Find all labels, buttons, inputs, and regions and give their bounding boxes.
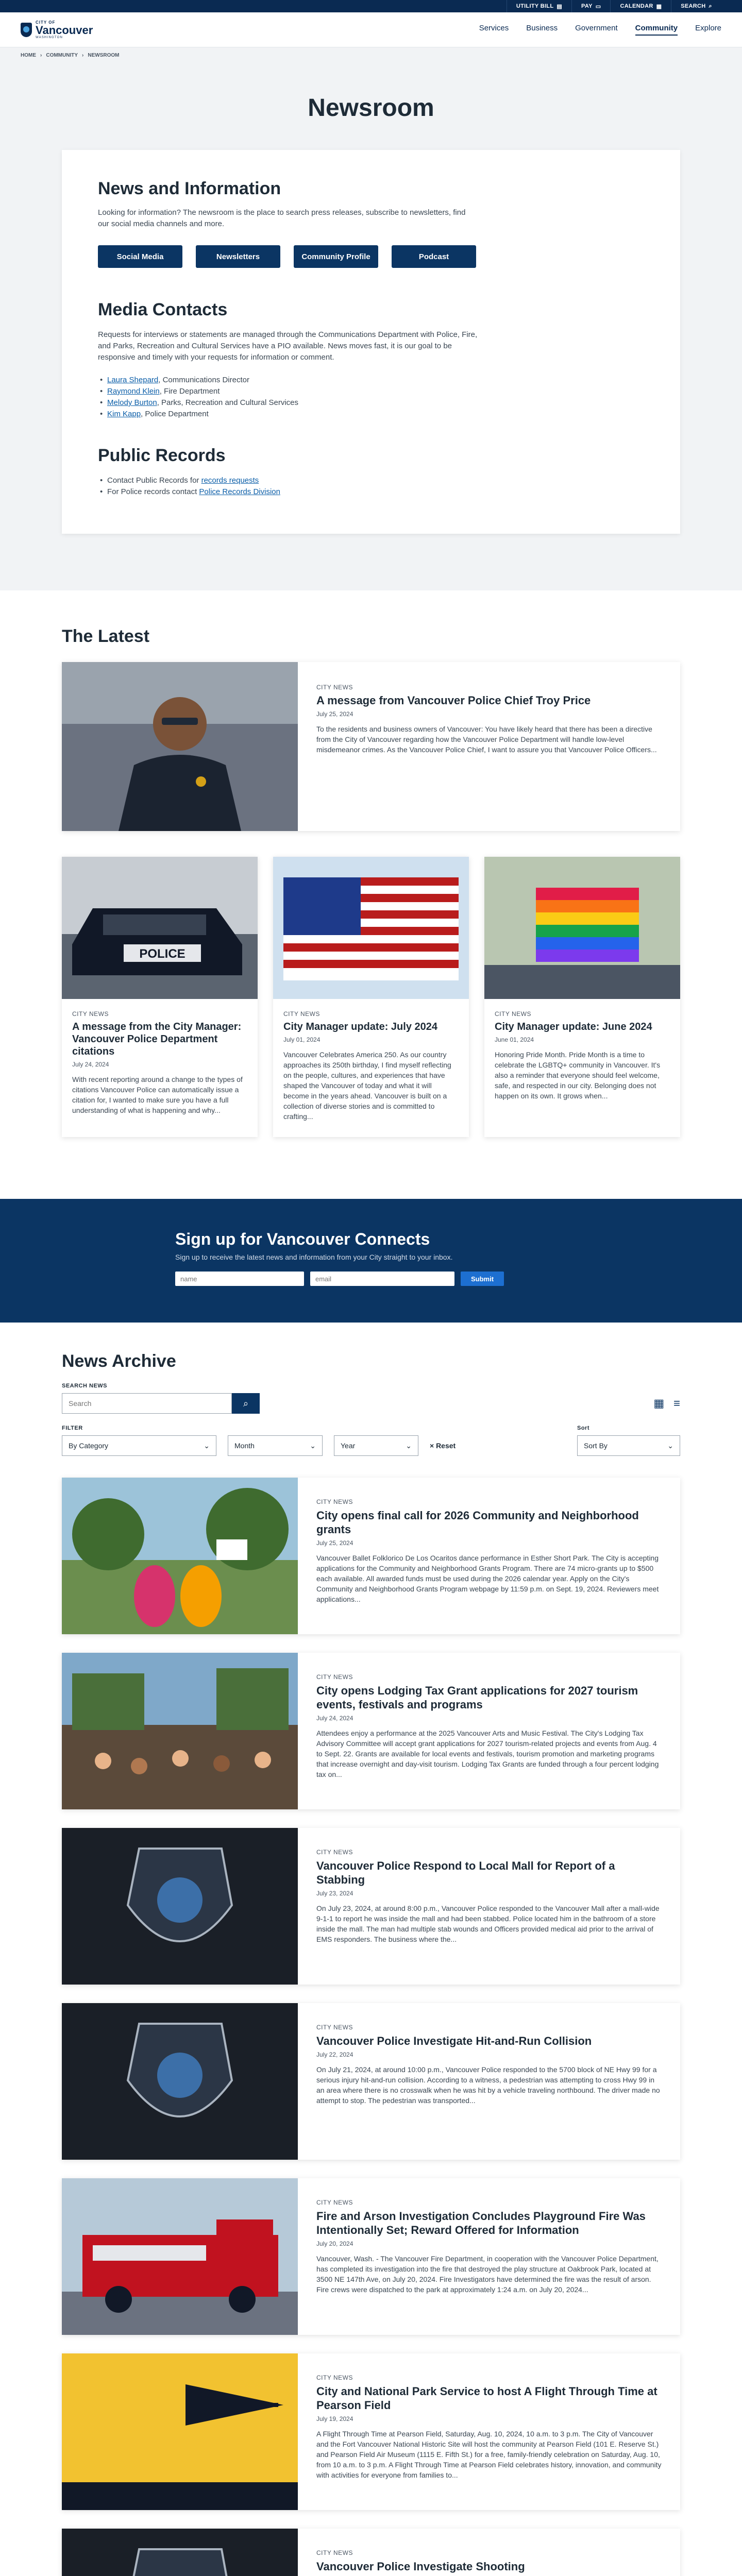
article-photo (62, 2178, 298, 2335)
contact-link[interactable]: Kim Kapp (107, 410, 141, 418)
article-excerpt: With recent reporting around a change to the types of citations Vancouver Police can automatically issue a citation for, I wanted to make sure you have a full understanding of what is happening and why... (72, 1075, 243, 1114)
article-tag: CITY NEWS (316, 1673, 353, 1681)
article-excerpt: On July 23, 2024, at around 8:00 p.m., Vancouver Police responded to the Vancouver Mall after a mall-wide 9-1-1 to report he was inside the mall and had been stabbed. Police located him in the bathroom of a store inside the mall. The man had multiple stab wounds and Officers provided medical aid prior to the arrival of EMS responders. The business where the... (316, 1904, 660, 1943)
nav-government[interactable]: Government (575, 24, 618, 32)
signup-section (0, 1199, 742, 1323)
nav-community[interactable]: Community (635, 24, 678, 36)
utility-bill-label: UTILITY BILL (516, 3, 554, 9)
article-tag: CITY NEWS (316, 2374, 353, 2381)
city-seal-icon (21, 23, 32, 37)
category-value: By Category (69, 1442, 109, 1450)
article-date: July 22, 2024 (316, 2051, 353, 2058)
latest-cards (62, 857, 680, 1137)
contact-role: , Communications Director (158, 376, 249, 384)
chevron-down-icon: ⌄ (406, 1441, 412, 1450)
nav-services[interactable]: Services (479, 24, 509, 32)
grid-view-icon[interactable]: ▦ (653, 1397, 665, 1410)
logo-sub: WASHINGTON (36, 36, 63, 39)
list-item[interactable] (62, 2529, 680, 2576)
fire-truck-image (62, 2178, 298, 2335)
nav-business[interactable]: Business (526, 24, 558, 32)
contact-link[interactable]: Melody Burton (107, 398, 157, 407)
pride-flag-image (484, 857, 680, 999)
month-select[interactable] (228, 1435, 323, 1456)
article-photo (62, 2529, 298, 2576)
article-photo (62, 1478, 298, 1634)
list-view-icon[interactable]: ≡ (673, 1397, 680, 1410)
police-patch-image (62, 1828, 298, 1985)
social-media-button[interactable]: Social Media (98, 245, 182, 268)
list-item[interactable] (62, 2003, 680, 2160)
public-records-heading: Public Records (98, 446, 226, 465)
records-text: Contact Public Records for (107, 476, 201, 485)
article-tag: CITY NEWS (283, 1010, 320, 1018)
article-excerpt: On July 21, 2024, at around 10:00 p.m., Vancouver Police responded to the 5700 block of NE Hwy 99 for a serious injury hit-and-run collision. According to a witness, a pedestrian was attempting to cross Hwy 99 in an area where there is no crosswalk when he was hit by a vehicle traveling northbound. The driver made no attempt to stop. The pedestrian was transported... (316, 2065, 660, 2105)
news-archive (0, 1323, 742, 2576)
logo-big: Vancouver (36, 24, 93, 37)
logo-small: CITY OF (36, 20, 56, 25)
article-info (298, 1828, 680, 1985)
article-date: July 23, 2024 (316, 1890, 353, 1897)
svg-text:POLICE: POLICE (139, 947, 185, 961)
search-box (62, 1393, 260, 1414)
sort-group (577, 1425, 680, 1456)
article-title[interactable]: A message from Vancouver Police Chief Troy Price (316, 694, 591, 707)
media-contacts-list (98, 375, 644, 420)
utility-bill-link[interactable] (507, 0, 571, 12)
pay-link[interactable] (571, 0, 610, 12)
list-item[interactable] (62, 1653, 680, 1809)
featured-article[interactable] (62, 662, 680, 831)
view-toggle (653, 1397, 680, 1410)
card-info (62, 999, 258, 1131)
breadcrumb-community[interactable]: COMMUNITY (46, 52, 78, 58)
site-header (0, 12, 742, 47)
list-item[interactable] (62, 2178, 680, 2335)
media-contacts-heading: Media Contacts (98, 300, 228, 319)
article-info (298, 2003, 680, 2160)
calendar-label: CALENDAR (620, 3, 653, 9)
card-icon: ▭ (595, 3, 601, 10)
receipt-icon: ▤ (556, 3, 563, 10)
chevron-down-icon: ⌄ (310, 1441, 316, 1450)
year-value: Year (341, 1442, 356, 1450)
article-date: July 20, 2024 (316, 2240, 353, 2247)
search-label: SEARCH NEWS (62, 1383, 108, 1389)
chevron-down-icon: ⌄ (204, 1441, 210, 1450)
article-tag: CITY NEWS (72, 1010, 109, 1018)
breadcrumb-current: NEWSROOM (88, 52, 120, 58)
main-nav (479, 24, 721, 36)
article-excerpt: Honoring Pride Month. Pride Month is a time to celebrate the LGBTQ+ community in Vancouver. It's also a reminder that everyone should feel welcome, safe, and respected in our city. Belonging does not happen on its own. It grows when... (495, 1050, 661, 1100)
list-item[interactable] (62, 1478, 680, 1634)
city-logo[interactable] (21, 20, 93, 39)
latest-card[interactable] (484, 857, 680, 1137)
submit-button[interactable]: Submit (461, 1272, 504, 1286)
article-title[interactable]: Vancouver Police Investigate Shooting (316, 2560, 525, 2573)
list-item (98, 375, 644, 386)
article-info (298, 1478, 680, 1634)
article-title[interactable]: Fire and Arson Investigation Concludes Playground Fire Was Intentionally Set; Reward Offered for Information (316, 2210, 646, 2236)
list-item (98, 486, 644, 498)
contact-link[interactable]: Raymond Klein (107, 387, 160, 396)
card-info (273, 999, 469, 1137)
flag-photo (273, 857, 469, 999)
latest-card[interactable] (62, 857, 258, 1137)
article-photo (62, 2353, 298, 2510)
contact-role: , Parks, Recreation and Cultural Services (157, 398, 299, 407)
news-info-heading: News and Information (98, 179, 281, 198)
filter-row (62, 1425, 680, 1456)
category-select[interactable] (62, 1435, 216, 1456)
article-tag: CITY NEWS (316, 2549, 353, 2556)
article-excerpt: Vancouver, Wash. - The Vancouver Fire Department, in cooperation with the Vancouver Police Department, has completed its investigation into the fire that destroyed the play structure at Oakbrook Park, located at 3500 NE 147th Ave, on July 20, 2024. Fire Investigators have determined the fire was the result of arson. Fire crews were dispatched to the park at approximately 1:24 a.m. on July 20, 2024... (316, 2255, 659, 2294)
records-requests-link[interactable]: records requests (201, 476, 259, 485)
list-item[interactable] (62, 1828, 680, 1985)
calendar-link[interactable] (610, 0, 671, 12)
hero-section (0, 63, 742, 590)
article-excerpt: To the residents and business owners of Vancouver: You have likely heard that there has been a directive from the City of Vancouver regarding how the Vancouver Police Department will handle low-level misdemeanor crimes. As the Vancouver Police Chief, I want to assure you that Vancouver Police Officers... (316, 725, 657, 754)
month-value: Month (234, 1442, 255, 1450)
article-photo (62, 2003, 298, 2160)
breadcrumb-home[interactable]: HOME (21, 52, 36, 58)
search-label: SEARCH (681, 3, 706, 9)
chevron-down-icon: ⌄ (667, 1441, 673, 1450)
public-records-list (98, 475, 644, 498)
latest-section (0, 590, 742, 1168)
article-title[interactable]: A message from the City Manager: Vancouver Police Department citations (72, 1021, 242, 1057)
signup-text: Sign up to receive the latest news and information from your City straight to your inbox. (175, 1253, 453, 1261)
filter-label: FILTER (62, 1425, 83, 1431)
page-title: Newsroom (308, 94, 434, 122)
newsroom-buttons (98, 245, 644, 268)
breadcrumb-separator: › (82, 52, 84, 58)
article-excerpt: Vancouver Ballet Folklorico De Los Ocaritos dance performance in Esther Short Park. The City is accepting applications for the Community and Neighborhood Grants Program. There are 74 micro-grants up to $500 each available. All awarded funds must be used during the 2026 calendar year. Apply on the City's Community and Neighborhood Grants Program webpage by 11:59 p.m. on Sept. 19, 2024. Reviewers meet applications... (316, 1554, 659, 1603)
article-excerpt: Vancouver Celebrates America 250. As our country approaches its 250th birthday, I find myself reflecting on the people, cultures, and experiences that have shaped the Vancouver of today and what it will become in the years ahead. Vancouver is built on a collection of diverse stories and is committed to crafting... (283, 1050, 451, 1121)
article-tag: CITY NEWS (316, 684, 353, 691)
pride-photo (484, 857, 680, 999)
breadcrumb (0, 47, 742, 63)
article-excerpt: A Flight Through Time at Pearson Field, Saturday, Aug. 10, 2024, 10 a.m. to 3 p.m. The City of Vancouver and the Fort Vancouver National Historic Site will host the community at Pearson Field (101 E. Reserve St.) and Pearson Field Air Museum (1115 E. Fifth St.) for a free, family-friendly celebration on Saturday, Aug. 10, from 10 a.m. to 3 p.m. A Flight Through Time at Pearson Field celebrates history, innovation, and community with activities for everyone from families to... (316, 2430, 662, 2479)
name-field[interactable] (175, 1272, 304, 1286)
article-date: June 01, 2024 (495, 1036, 534, 1043)
archive-heading: News Archive (62, 1351, 176, 1371)
sort-value: Sort By (584, 1442, 608, 1450)
podcast-button[interactable]: Podcast (392, 245, 476, 268)
article-date: July 01, 2024 (283, 1036, 321, 1043)
article-title[interactable]: City opens final call for 2026 Community and Neighborhood grants (316, 1509, 639, 1536)
article-photo (62, 1828, 298, 1985)
newsroom-card (62, 150, 680, 534)
article-tag: CITY NEWS (316, 2199, 353, 2206)
signup-form (175, 1272, 742, 1286)
article-tag: CITY NEWS (495, 1010, 531, 1018)
police-patch-image (62, 2003, 298, 2160)
article-info (298, 1653, 680, 1809)
search-icon: ⌕ (243, 1398, 249, 1409)
news-info-text: Looking for information? The newsroom is the place to search press releases, subscribe to newsletters, find our social media channels and more. (98, 208, 466, 228)
american-flag-image (273, 857, 469, 999)
article-info (298, 2529, 680, 2576)
sort-label: Sort (577, 1425, 589, 1431)
article-date: July 19, 2024 (316, 2415, 353, 2422)
year-select[interactable] (334, 1435, 418, 1456)
police-car-photo (62, 857, 258, 999)
list-item (98, 409, 644, 420)
article-title[interactable]: Vancouver Police Investigate Hit-and-Run Collision (316, 2035, 592, 2047)
article-date: July 25, 2024 (316, 1539, 353, 1547)
article-date: July 25, 2024 (316, 710, 353, 718)
article-photo (62, 1653, 298, 1809)
records-text: For Police records contact (107, 487, 199, 496)
article-info (298, 2353, 680, 2510)
dancers-park-image (62, 1478, 298, 1634)
contact-link[interactable]: Laura Shepard (107, 376, 159, 384)
article-title[interactable]: City Manager update: July 2024 (283, 1021, 437, 1032)
article-date: July 24, 2024 (72, 1061, 109, 1068)
article-title[interactable]: City Manager update: June 2024 (495, 1021, 652, 1032)
breadcrumb-separator: › (40, 52, 42, 58)
article-title[interactable]: Vancouver Police Respond to Local Mall for Report of a Stabbing (316, 1859, 615, 1886)
list-item (98, 397, 644, 409)
latest-card[interactable] (273, 857, 469, 1137)
police-records-link[interactable]: Police Records Division (199, 487, 280, 496)
contact-role: , Police Department (141, 410, 209, 418)
contact-role: , Fire Department (159, 387, 220, 396)
search-input[interactable] (62, 1393, 232, 1414)
police-patch-image (62, 2529, 298, 2576)
search-link[interactable] (671, 0, 721, 12)
search-icon: ⌕ (709, 3, 712, 9)
calendar-icon: ▦ (656, 3, 662, 10)
search-button[interactable] (232, 1393, 260, 1414)
article-tag: CITY NEWS (316, 1498, 353, 1505)
sort-select[interactable] (577, 1435, 680, 1456)
festival-crowd-image (62, 1653, 298, 1809)
email-field[interactable] (310, 1272, 454, 1286)
filter-controls (62, 1435, 456, 1456)
utility-bar (0, 0, 742, 12)
nav-explore[interactable]: Explore (695, 24, 721, 32)
latest-heading: The Latest (62, 626, 150, 646)
logo-text (36, 20, 93, 39)
reset-button[interactable]: × Reset (430, 1442, 456, 1450)
filter-group (62, 1425, 456, 1456)
community-profile-button[interactable]: Community Profile (294, 245, 378, 268)
newsletters-button[interactable]: Newsletters (196, 245, 280, 268)
signup-heading: Sign up for Vancouver Connects (175, 1230, 430, 1248)
article-title[interactable]: City and National Park Service to host A Flight Through Time at Pearson Field (316, 2385, 657, 2412)
article-tag: CITY NEWS (316, 2024, 353, 2031)
list-item (98, 475, 644, 486)
article-tag: CITY NEWS (316, 1849, 353, 1856)
article-excerpt: Attendees enjoy a performance at the 2025 Vancouver Arts and Music Festival. The City's Lodging Tax Advisory Committee will accept grant applications for 2027 tourism-related projects and events from Aug. 4 to Sept. 22. Grants are available for local events and festivals, tourism promotion and marketing programs that increase overnight and day-visit tourism. Lodging Tax Grants are funded through a four percent lodging tax on... (316, 1729, 659, 1778)
search-row (62, 1393, 680, 1414)
article-title[interactable]: City opens Lodging Tax Grant applications for 2027 tourism events, festivals and programs (316, 1684, 638, 1711)
flight-through-time-graphic (62, 2353, 298, 2510)
featured-info (298, 662, 680, 831)
article-date: July 24, 2024 (316, 1715, 353, 1722)
police-chief-image (62, 662, 298, 831)
police-chief-photo (62, 662, 298, 831)
card-info (484, 999, 680, 1116)
article-info (298, 2178, 680, 2335)
police-car-image (62, 857, 258, 999)
media-contacts-text: Requests for interviews or statements are managed through the Communications Department with Police, Fire, and Parks, Recreation and Cultural Services have a PIO available. News moves fast, it is our goal to be responsive and timely with your requests for information or comment. (98, 330, 478, 362)
pay-label: PAY (581, 3, 593, 9)
list-item[interactable] (62, 2353, 680, 2510)
list-item (98, 386, 644, 397)
